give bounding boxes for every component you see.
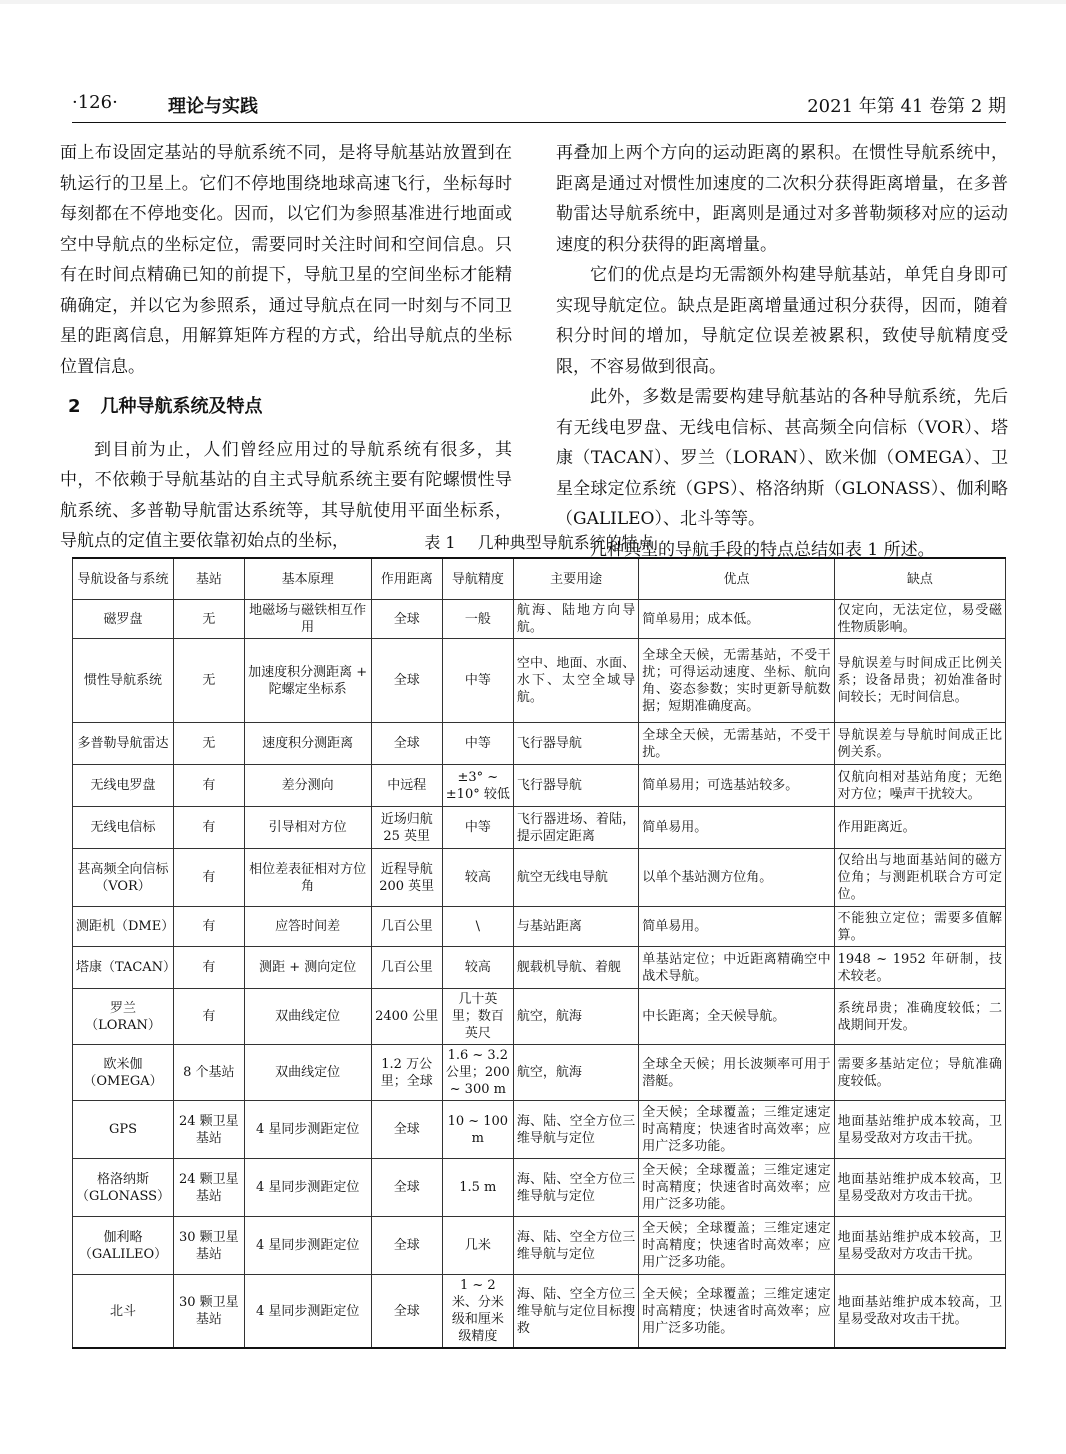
table-cell: 舰载机导航、着舰 (513, 947, 638, 989)
table-cell: 单基站定位；中近距离精确空中战术导航。 (639, 947, 834, 989)
table-cell: 地磁场与磁铁相互作用 (244, 600, 371, 639)
table-cell: 有 (174, 765, 245, 807)
table-cell: 简单易用；可选基站较多。 (639, 765, 834, 807)
table-cell: 几十英里；数百英尺 (442, 989, 513, 1045)
table-cell: 中远程 (371, 765, 442, 807)
table-cell: 全天候；全球覆盖；三维定速定时高精度；快速省时高效率；应用广泛多功能。 (639, 1101, 834, 1159)
table-cell: 测距 + 测向定位 (244, 947, 371, 989)
table-cell: 简单易用。 (639, 907, 834, 947)
table-cell: 无 (174, 600, 245, 639)
table-cell: 中等 (442, 639, 513, 723)
table-cell: 飞行器导航 (513, 723, 638, 765)
table-cell: 10 ~ 100 m (442, 1101, 513, 1159)
table-cell: 全天候；全球覆盖；三维定速定时高精度；快速省时高效率；应用广泛多功能。 (639, 1275, 834, 1349)
table-cell: 几百公里 (371, 907, 442, 947)
table-row (73, 1045, 1006, 1101)
table-body (73, 600, 1006, 1349)
table-cell: 2400 公里 (371, 989, 442, 1045)
table-cell: 无 (174, 723, 245, 765)
section-name: 理论与实践 (168, 96, 258, 117)
header-cell: 基本原理 (244, 558, 371, 600)
header-cell: 导航设备与系统 (73, 558, 174, 600)
header-cell: 基站 (174, 558, 245, 600)
table-cell: 中等 (442, 807, 513, 849)
table-cell: 航空，航海 (513, 989, 638, 1045)
table-cell: 全球全天候，无需基站，不受干扰。 (639, 723, 834, 765)
table-cell: 4 星同步测距定位 (244, 1101, 371, 1159)
table-row (73, 849, 1006, 907)
table-cell: 导航误差与导航时间成正比例关系。 (834, 723, 1005, 765)
table-cell: 海、陆、空全方位三维导航与定位 (513, 1159, 638, 1217)
paragraph: 再叠加上两个方向的运动距离的累积。在惯性导航系统中，距离是通过对惯性加速度的二次积分获得距离增量，在多普勒雷达导航系统中，距离则是通过对多普勒频移对应的运动速度的积分获得的距离增量。 (556, 143, 1008, 255)
table-cell: 30 颗卫星基站 (174, 1217, 245, 1275)
table-cell: 欧米伽（OMEGA） (73, 1045, 174, 1101)
table-cell: 全球 (371, 723, 442, 765)
paragraph: 它们的优点是均无需额外构建导航基站，单凭自身即可实现导航定位。缺点是距离增量通过积分获得，因而，随着积分时间的增加，导航定位误差被累积，致使导航精度受限，不容易做到很高。 (556, 265, 1008, 377)
table-cell: GPS (73, 1101, 174, 1159)
table-row (73, 1217, 1006, 1275)
table-cell: 测距机（DME） (73, 907, 174, 947)
table-row (73, 600, 1006, 639)
table-cell: 有 (174, 947, 245, 989)
table-cell: 4 星同步测距定位 (244, 1159, 371, 1217)
table-cell: 导航误差与时间成正比例关系；设备昂贵；初始准备时间较长；无时间信息。 (834, 639, 1005, 723)
table-cell: 飞行器导航 (513, 765, 638, 807)
table-cell: 4 星同步测距定位 (244, 1275, 371, 1349)
table-cell: 地面基站维护成本较高，卫星易受敌对方攻击干扰。 (834, 1101, 1005, 1159)
table-cell: 海、陆、空全方位三维导航与定位 (513, 1101, 638, 1159)
right-column (556, 138, 1008, 565)
paragraph: 此外，多数是需要构建导航基站的各种导航系统，先后有无线电罗盘、无线电信标、甚高频全向信标（VOR）、塔康（TACAN）、罗兰（LORAN）、欧米伽（OMEGA）、卫星全球定位系统（GPS）、格洛纳斯（GLONASS）、伽利略（GALILEO）、北斗等等。 (556, 387, 1008, 529)
table-cell: 全球全天候，无需基站，不受干扰；可得运动速度、坐标、航向角、姿态参数；实时更新导航数据；短期准确度高。 (639, 639, 834, 723)
table-cell: 加速度积分测距离 + 陀螺定坐标系 (244, 639, 371, 723)
table-cell: 航空无线电导航 (513, 849, 638, 907)
table-row (73, 1275, 1006, 1349)
table-row (73, 723, 1006, 765)
table-cell: 全天候；全球覆盖；三维定速定时高精度；快速省时高效率；应用广泛多功能。 (639, 1217, 834, 1275)
table-cell: 全球 (371, 1275, 442, 1349)
table-cell: 磁罗盘 (73, 600, 174, 639)
table-caption (72, 530, 1006, 553)
header-cell: 主要用途 (513, 558, 638, 600)
table-cell: 8 个基站 (174, 1045, 245, 1101)
table-cell: 需要多基站定位；导航准确度较低。 (834, 1045, 1005, 1101)
table-cell: 无线电罗盘 (73, 765, 174, 807)
table-cell: 速度积分测距离 (244, 723, 371, 765)
table-cell: 全球 (371, 600, 442, 639)
table-cell: 北斗 (73, 1275, 174, 1349)
paragraph: 面上布设固定基站的导航系统不同，是将导航基站放置到在轨运行的卫星上。它们不停地围绕地球高速飞行，坐标每时每刻都在不停地变化。因而，以它们为参照基准进行地面或空中导航点的坐标定位，需要同时关注时间和空间信息。只有在时间点精确已知的前提下，导航卫星的空间坐标才能精确确定，并以它为参照系，通过导航点在同一时刻与不同卫星的距离信息，用解算矩阵方程的方式，给出导航点的坐标位置信息。 (60, 143, 512, 377)
table-cell: 几米 (442, 1217, 513, 1275)
table-cell: 有 (174, 807, 245, 849)
table-cell: 24 颗卫星基站 (174, 1101, 245, 1159)
table-cell: 航海、陆地方向导航。 (513, 600, 638, 639)
table-cell: 相位差表征相对方位角 (244, 849, 371, 907)
table-cell: 仅航向相对基站角度；无绝对方位；噪声干扰较大。 (834, 765, 1005, 807)
navigation-systems-table (72, 557, 1006, 1349)
table-cell: 差分测向 (244, 765, 371, 807)
table-header-row (73, 558, 1006, 600)
table-cell: 仅给出与地面基站间的磁方位角；与测距机联合方可定位。 (834, 849, 1005, 907)
table-cell: 罗兰（LORAN） (73, 989, 174, 1045)
table-cell: 较高 (442, 947, 513, 989)
table-cell: 1948 ~ 1952 年研制，技术较老。 (834, 947, 1005, 989)
table-cell: 以单个基站测方位角。 (639, 849, 834, 907)
table-row (73, 639, 1006, 723)
table-cell: 全球 (371, 1159, 442, 1217)
table-cell: 4 星同步测距定位 (244, 1217, 371, 1275)
table-row (73, 989, 1006, 1045)
table-cell: 引导相对方位 (244, 807, 371, 849)
table-cell: 伽利略（GALILEO） (73, 1217, 174, 1275)
header-cell: 作用距离 (371, 558, 442, 600)
table-cell: \ (442, 907, 513, 947)
issue-info: 2021 年第 41 卷第 2 期 (807, 96, 1006, 117)
table-cell: 无线电信标 (73, 807, 174, 849)
table-cell: 作用距离近。 (834, 807, 1005, 849)
table-row (73, 1101, 1006, 1159)
page-number: ·126· (72, 92, 118, 113)
table-cell: 空中、地面、水面、水下、太空全域导航。 (513, 639, 638, 723)
table-cell: 全球 (371, 1217, 442, 1275)
table-cell: 地面基站维护成本较高，卫星易受敌对方攻击干扰。 (834, 1217, 1005, 1275)
table-cell: 海、陆、空全方位三维导航与定位目标搜救 (513, 1275, 638, 1349)
table-cell: 应答时间差 (244, 907, 371, 947)
table-row (73, 765, 1006, 807)
table-row (73, 807, 1006, 849)
header-cell: 导航精度 (442, 558, 513, 600)
page-top-edge (0, 0, 1066, 4)
table-cell: 地面基站维护成本较高，卫星易受敌对方攻击干扰。 (834, 1159, 1005, 1217)
table-cell: 几百公里 (371, 947, 442, 989)
table-row (73, 947, 1006, 989)
table-cell: 一般 (442, 600, 513, 639)
table-cell: 飞行器进场、着陆，提示固定距离 (513, 807, 638, 849)
table-cell: 全天候；全球覆盖；三维定速定时高精度；快速省时高效率；应用广泛多功能。 (639, 1159, 834, 1217)
table-cell: 海、陆、空全方位三维导航与定位 (513, 1217, 638, 1275)
table-cell: 仅定向，无法定位，易受磁性物质影响。 (834, 600, 1005, 639)
section-heading (68, 392, 512, 423)
table-title: 几种典型导航系统的特点 (477, 533, 654, 552)
paragraph: 几种典型的导航手段的特点总结如表 1 所述。 (590, 539, 935, 560)
table-number: 表 1 (424, 533, 456, 552)
header-cell: 缺点 (834, 558, 1005, 600)
table-cell: ±3° ~ ±10° 较低 (442, 765, 513, 807)
table-cell: 中等 (442, 723, 513, 765)
header-cell: 优点 (639, 558, 834, 600)
table-cell: 与基站距离 (513, 907, 638, 947)
table-cell: 甚高频全向信标（VOR） (73, 849, 174, 907)
table-cell: 无 (174, 639, 245, 723)
table-cell: 30 颗卫星基站 (174, 1275, 245, 1349)
table-cell: 24 颗卫星基站 (174, 1159, 245, 1217)
table-cell: 中长距离；全天候导航。 (639, 989, 834, 1045)
table-cell: 1 ~ 2 米、分米级和厘米级精度 (442, 1275, 513, 1349)
table-row (73, 1159, 1006, 1217)
section-number: 2 (68, 396, 81, 417)
table-cell: 有 (174, 989, 245, 1045)
paragraph: 到目前为止，人们曾经应用过的导航系统有很多，其中，不依赖于导航基站的自主式导航系统主要有陀螺惯性导航系统、多普勒导航雷达系统等，其导航使用平面坐标系，导航点的定值主要依靠初始点的坐标， (60, 439, 512, 551)
table-row (73, 907, 1006, 947)
table-cell: 有 (174, 907, 245, 947)
table-cell: 简单易用。 (639, 807, 834, 849)
table-cell: 地面基站维护成本较高，卫星易受敌对攻击干扰。 (834, 1275, 1005, 1349)
table-cell: 不能独立定位；需要多值解算。 (834, 907, 1005, 947)
table-cell: 全球 (371, 639, 442, 723)
table-cell: 双曲线定位 (244, 989, 371, 1045)
table-cell: 多普勒导航雷达 (73, 723, 174, 765)
table-cell: 1.6 ~ 3.2 公里；200 ~ 300 m (442, 1045, 513, 1101)
table-cell: 简单易用；成本低。 (639, 600, 834, 639)
table-cell: 全球全天候；用长波频率可用于潜艇。 (639, 1045, 834, 1101)
table-cell: 塔康（TACAN） (73, 947, 174, 989)
table-cell: 双曲线定位 (244, 1045, 371, 1101)
table-cell: 系统昂贵；准确度较低；二战期间开发。 (834, 989, 1005, 1045)
table-cell: 全球 (371, 1101, 442, 1159)
table-cell: 近场归航 25 英里 (371, 807, 442, 849)
table-cell: 1.5 m (442, 1159, 513, 1217)
table-cell: 格洛纳斯（GLONASS） (73, 1159, 174, 1217)
left-column (60, 138, 512, 557)
running-header (72, 92, 1006, 123)
table-cell: 较高 (442, 849, 513, 907)
table-cell: 近程导航 200 英里 (371, 849, 442, 907)
table-cell: 航空，航海 (513, 1045, 638, 1101)
table-cell: 有 (174, 849, 245, 907)
table-cell: 惯性导航系统 (73, 639, 174, 723)
section-title: 几种导航系统及特点 (100, 396, 263, 417)
table-cell: 1.2 万公里；全球 (371, 1045, 442, 1101)
